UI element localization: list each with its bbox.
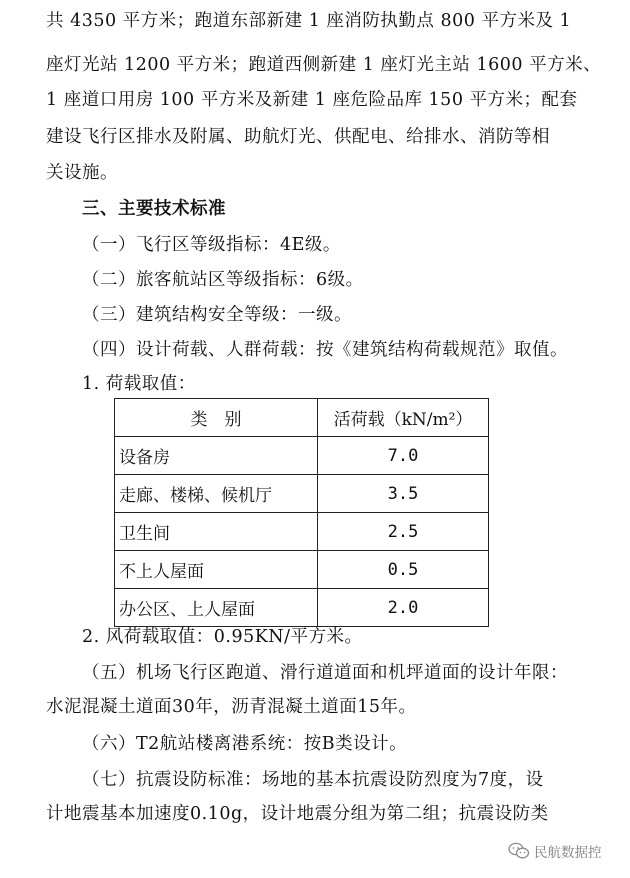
load-value-label: 1. 荷载取值： <box>82 374 196 394</box>
row-category: 走廊、楼梯、候机厅 <box>115 475 318 513</box>
row-value: 7.0 <box>318 437 489 475</box>
row-value: 2.0 <box>318 589 489 627</box>
load-table <box>114 398 489 627</box>
item-7-seismic: （七）抗震设防标准：场地的基本抗震设防烈度为7度，设 <box>82 770 544 790</box>
paragraph-line-5: 关设施。 <box>46 163 118 183</box>
header-category: 类 别 <box>115 399 318 437</box>
wind-load-line: 2. 风荷载取值：0.95KN/平方米。 <box>82 627 363 647</box>
item-2-terminal-grade: （二）旅客航站区等级指标：6级。 <box>82 270 364 290</box>
table-row <box>115 437 489 475</box>
row-value: 3.5 <box>318 475 489 513</box>
row-category: 设备房 <box>115 437 318 475</box>
paragraph-line-4: 建设飞行区排水及附属、助航灯光、供配电、给排水、消防等相 <box>46 127 550 147</box>
section-heading: 三、主要技术标准 <box>82 199 226 219</box>
item-6-departure-system: （六）T2航站楼离港系统：按B类设计。 <box>82 734 408 754</box>
table-row <box>115 551 489 589</box>
item-3-structure-safety: （三）建筑结构安全等级：一级。 <box>82 305 352 325</box>
paragraph-line-1: 共 4350 平方米；跑道东部新建 1 座消防执勤点 800 平方米及 1 <box>46 11 572 31</box>
row-value: 0.5 <box>318 551 489 589</box>
header-live-load: 活荷载（kN/m²） <box>318 399 489 437</box>
paragraph-line-3: 1 座道口用房 100 平方米及新建 1 座危险品库 150 平方米；配套 <box>46 90 578 110</box>
table-row <box>115 589 489 627</box>
item-5-design-life: （五）机场飞行区跑道、滑行道道面和机坪道面的设计年限： <box>82 663 568 683</box>
table-row <box>115 513 489 551</box>
table-header-row <box>115 399 489 437</box>
paragraph-line-2: 座灯光站 1200 平方米；跑道西侧新建 1 座灯光主站 1600 平方米、 <box>46 55 602 75</box>
row-category: 办公区、上人屋面 <box>115 589 318 627</box>
watermark <box>508 840 602 862</box>
table-row <box>115 475 489 513</box>
item-1-airfield-grade: （一）飞行区等级指标：4E级。 <box>82 235 341 255</box>
row-category: 不上人屋面 <box>115 551 318 589</box>
row-value: 2.5 <box>318 513 489 551</box>
wechat-icon <box>508 842 530 860</box>
watermark-text: 民航数据控 <box>534 845 602 861</box>
item-7-seismic-cont: 计地震基本加速度0.10g，设计地震分组为第二组；抗震设防类 <box>46 804 549 824</box>
item-4-design-load: （四）设计荷载、人群荷载：按《建筑结构荷载规范》取值。 <box>82 340 568 360</box>
item-5-design-life-cont: 水泥混凝土道面30年，沥青混凝土道面15年。 <box>46 697 417 717</box>
row-category: 卫生间 <box>115 513 318 551</box>
